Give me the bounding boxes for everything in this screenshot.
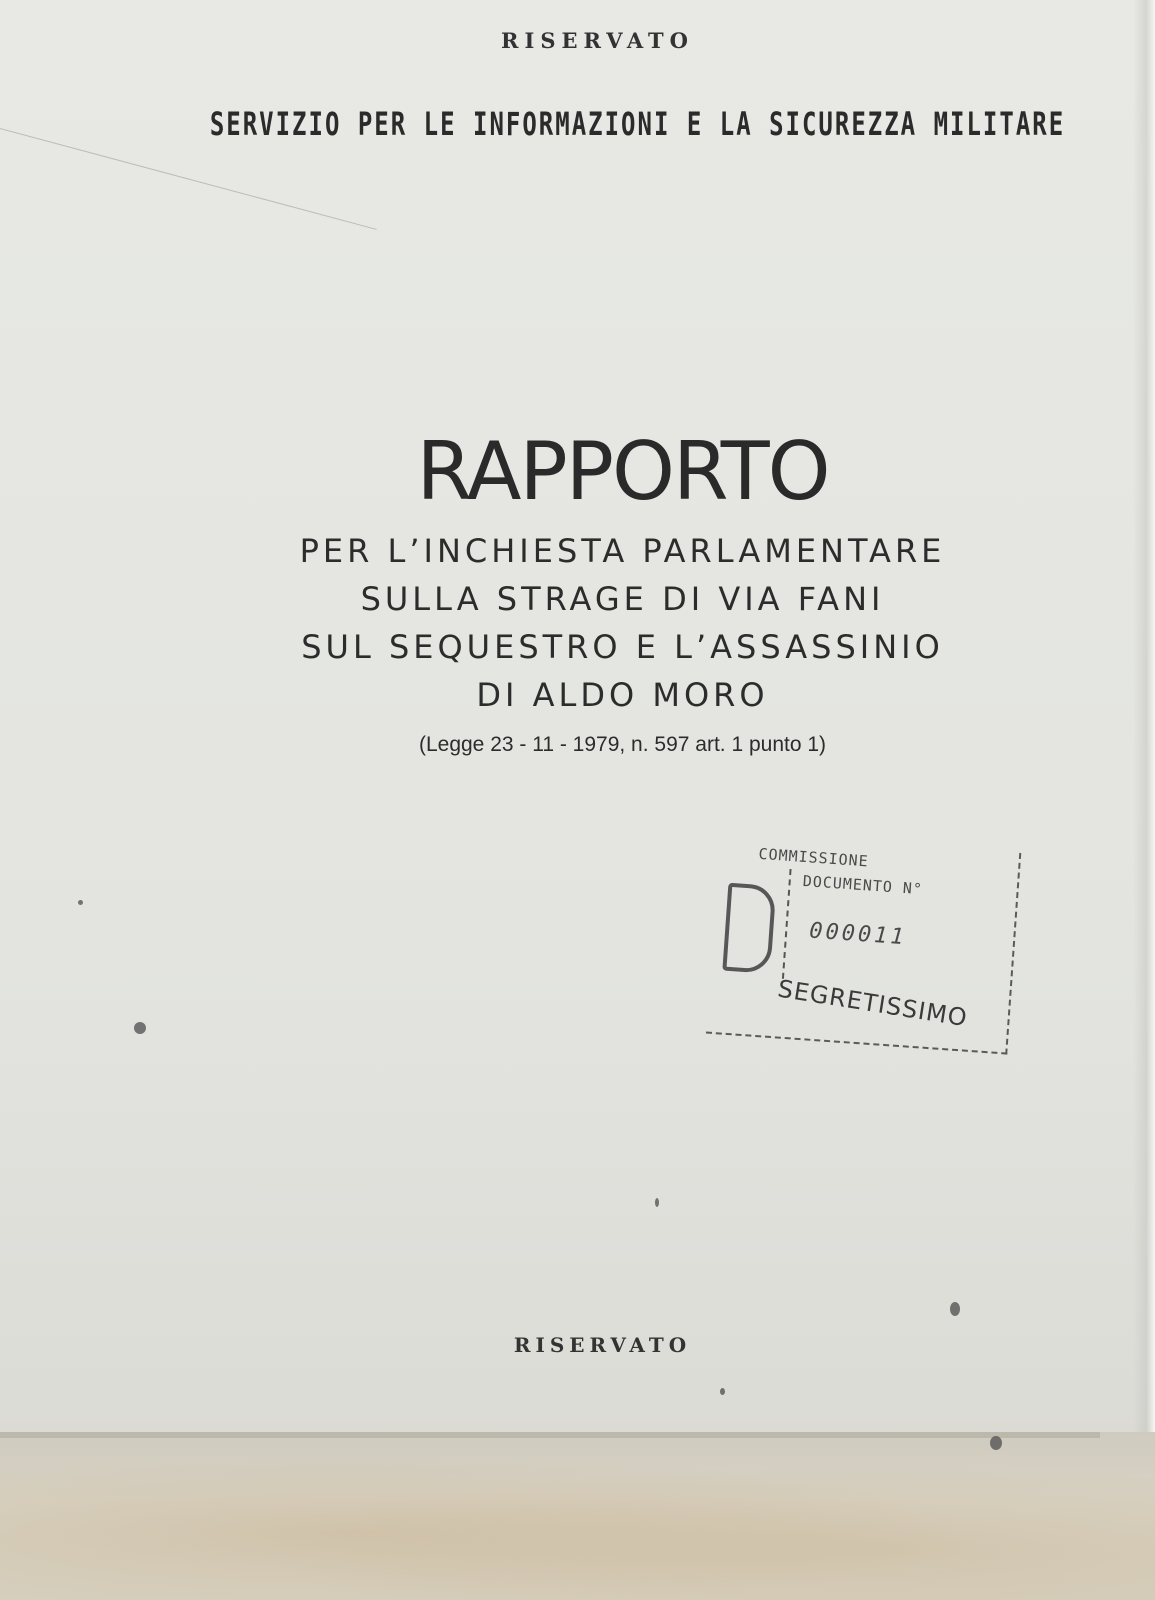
bottom-edge — [0, 1432, 1100, 1438]
paper-speck — [134, 1022, 146, 1034]
subtitle-line: SUL SEQUESTRO E L’ASSASSINIO — [301, 628, 944, 666]
law-reference: (Legge 23 - 11 - 1979, n. 597 art. 1 punto 1) — [418, 733, 827, 756]
document-title: RAPPORTO — [416, 425, 829, 518]
paper-speck — [78, 900, 83, 905]
paper-crease — [0, 128, 377, 230]
stamp-classification: SEGRETISSIMO — [775, 974, 970, 1033]
bottom-stain — [0, 1432, 1155, 1600]
paper-speck — [655, 1198, 659, 1207]
classification-header: RISERVATO — [501, 28, 694, 53]
issuing-service: SERVIZIO PER LE INFORMAZIONI E LA SICUREZZA MILITARE — [209, 105, 1066, 143]
classification-footer: RISERVATO — [513, 1333, 692, 1357]
registration-stamp — [705, 832, 1030, 1073]
paper-speck — [950, 1302, 960, 1316]
page-edge — [1133, 0, 1155, 1600]
paper-speck — [720, 1388, 725, 1395]
stamp-document-number: 000011 — [808, 918, 908, 951]
subtitle-line: DI ALDO MORO — [476, 676, 769, 714]
subtitle-line: PER L’INCHIESTA PARLAMENTARE — [299, 532, 946, 570]
stamp-commission: COMMISSIONE — [757, 844, 870, 871]
stamp-document-label: DOCUMENTO N° — [802, 871, 924, 899]
paper-speck — [990, 1436, 1002, 1450]
subtitle-line: SULLA STRAGE DI VIA FANI — [360, 580, 885, 618]
